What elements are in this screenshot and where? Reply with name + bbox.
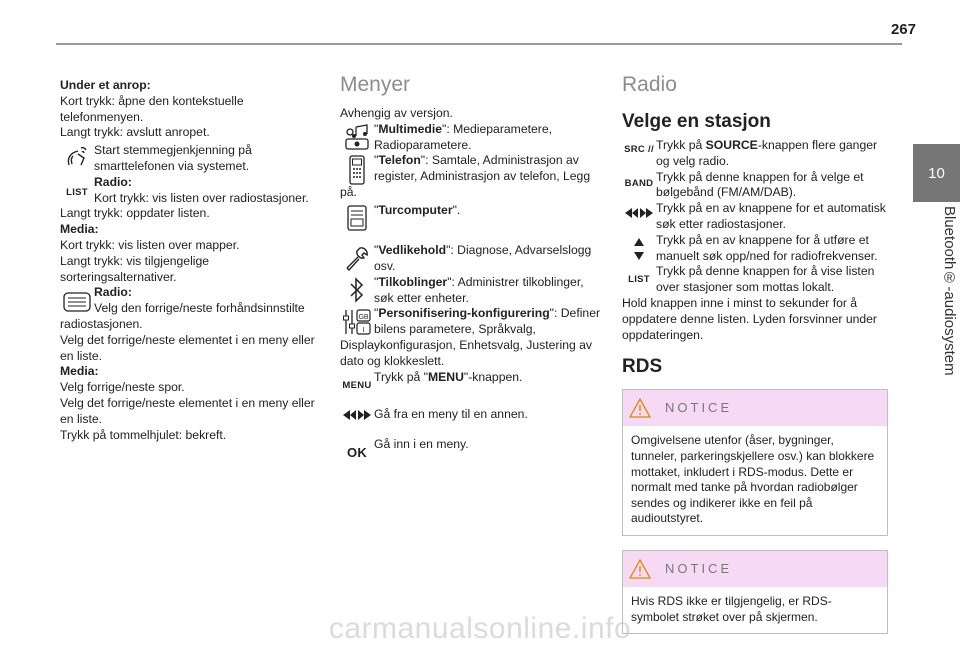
call-text: Kort trykk: åpne den kontekstuelle telefonmenyen. Langt trykk: avslutt anropet. (60, 93, 244, 140)
menu-item-phone-a: "Telefon": Samtale, Administrasjon av register, Administrasjon av telefon, Legg (374, 153, 591, 184)
radio2-text2: Velg det forrige/neste elementet i en meny eller en liste. (60, 332, 315, 363)
menu-item-personalisation-a: "Personifisering-konfigurering": Definer bilens parametere, Språkvalg, (374, 306, 601, 337)
menu-item-maintenance: "Vedlikehold": Diagnose, Advarselslogg osv. (374, 243, 592, 273)
band-button-icon: BAND (624, 177, 654, 189)
menu-button-text: Trykk på "MENU"-knappen. (374, 369, 523, 384)
ok-button-icon: OK (346, 445, 368, 461)
radio2-text-b: radiostasjonen. (60, 316, 143, 331)
bluetooth-icon (340, 275, 374, 303)
radio2-text-a: Velg den forrige/neste forhåndsinnstilte (94, 301, 305, 316)
hold-text: Hold knappen inne i minst to sekunder for å oppdatere denne listen. Lyden forsvinner under oppdateringen. (622, 295, 877, 342)
wrench-icon (340, 243, 374, 271)
list-text: Trykk på denne knappen for å vise listen over stasjoner som mottas lokalt. (656, 264, 875, 295)
trip-computer-icon (340, 203, 374, 231)
select-station-title: Velge en stasjon (622, 111, 771, 132)
radio-title: Radio (622, 73, 677, 96)
notice-title-2: NOTICE (665, 561, 733, 577)
notice-title-1: NOTICE (665, 400, 733, 416)
band-text: Trykk på denne knappen for å velge et bølgebånd (FM/AM/DAB). (656, 169, 864, 200)
thumbwheel-icon (60, 285, 94, 313)
column-radio (622, 72, 888, 634)
call-heading: Under et anrop: (60, 78, 151, 92)
radio2-heading: Radio: (94, 285, 132, 300)
media-heading: Media: (60, 222, 99, 237)
list-button-icon: LIST (66, 186, 88, 198)
seek-text: Trykk på en av knappene for et automatisk søk etter radiostasjoner. (656, 201, 886, 231)
chapter-title: Bluetooth®-audiosystem (941, 206, 958, 376)
media2-text: Velg forrige/neste spor. Velg det forrige/neste elementet i en meny eller en liste. Trykk på tommelhjulet: bekreft. (60, 380, 315, 442)
menus-intro: Avhengig av versjon. (340, 106, 453, 120)
notice-text-2: Hvis RDS ikke er tilgjengelig, er RDS-symbolet strøket over på skjermen. (631, 593, 832, 624)
settings-icon (340, 306, 374, 336)
menu-item-trip: "Turcomputer". (374, 203, 461, 218)
notice-text-1: Omgivelsene utenfor (åser, bygninger, tunneler, parkeringskjellere osv.) kan blokkere mottaket, inkludert i RDS-modus. Dette er normalt med tanke på hvordan radiobølger sendes og indikerer ikke en feil på audioutstyret. (631, 433, 875, 526)
menus-title: Menyer (340, 73, 411, 96)
svg-text:I: I (362, 327, 365, 335)
manual-text: Trykk på en av knappene for å utføre et manuelt søk opp/ned for radiofrekvenser. (656, 232, 878, 263)
radio-list-text: Kort trykk: vis listen over radiostasjoner. (94, 190, 309, 205)
menu-item-phone-b: på. (340, 185, 357, 200)
seek-arrows-icon (622, 201, 656, 219)
notice-box-1 (622, 389, 888, 536)
page-number: 267 (890, 21, 916, 38)
column-menus (340, 72, 602, 461)
nav-text: Gå fra en meny til en annen. (374, 407, 528, 422)
voice-text: Start stemmegjenkjenning på smarttelefonen via systemet. (94, 143, 252, 173)
up-down-arrows-icon (622, 233, 656, 261)
menu-item-personalisation-b: Displaykonfigurasjon, Enhetsvalg, Justering av dato og klokkeslett. (340, 337, 593, 368)
menu-item-multimedia: "Multimedie": Medieparametere, Radioparametere. (374, 121, 552, 152)
menu-item-connections: "Tilkoblinger": Administrer tilkoblinger, søk etter enheter. (374, 274, 584, 305)
left-right-arrows-icon (340, 407, 374, 421)
warning-icon (629, 398, 651, 418)
voice-command-icon (60, 143, 94, 167)
ok-text: Gå inn i en meny. (374, 437, 469, 452)
media-text: Kort trykk: vis listen over mapper. Langt trykk: vis tilgjengelige sorteringsalternativer. (60, 237, 240, 284)
phone-icon (340, 153, 374, 185)
media2-heading: Media: (60, 364, 99, 379)
source-button-icon: SRC // (624, 144, 654, 155)
menu-button-icon: MENU (342, 379, 372, 391)
list-station-icon: LIST (628, 274, 650, 286)
watermark: carmanualsonline.info (328, 612, 632, 645)
multimedia-icon (340, 122, 374, 150)
warning-icon (629, 559, 651, 579)
radio-list-text2: Langt trykk: oppdater listen. (60, 206, 210, 221)
source-text: Trykk på SOURCE-knappen flere ganger og velg radio. (656, 138, 878, 168)
rds-title: RDS (622, 356, 663, 378)
radio-heading: Radio: (94, 174, 132, 189)
svg-text:GB: GB (358, 314, 369, 322)
chapter-tab: 10 (913, 144, 960, 202)
header-rule (56, 43, 902, 45)
column-controls (60, 78, 318, 443)
